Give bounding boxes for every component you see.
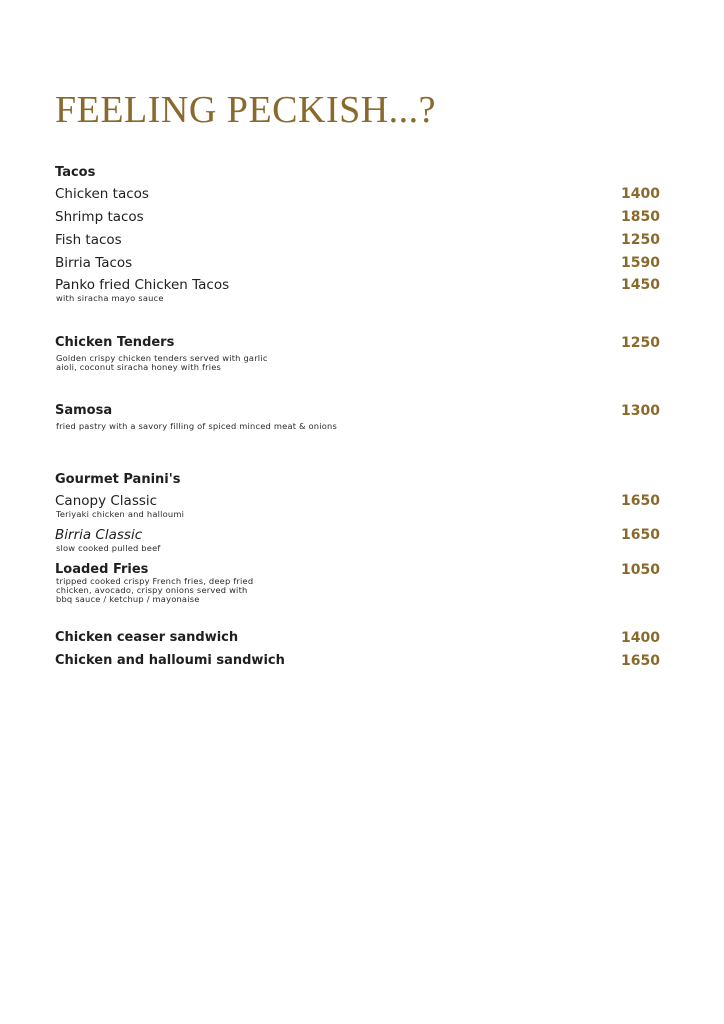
section-heading-tacos: Tacos [55,165,96,180]
item-price: 1650 [621,653,660,669]
section-heading-panini: Gourmet Panini's [55,472,181,487]
item-description: Teriyaki chicken and halloumi [56,509,185,519]
item-price: 1250 [621,335,660,351]
item-price: 1300 [621,403,660,419]
item-price: 1250 [621,232,660,248]
item-name: Birria Classic [55,527,143,543]
item-name: Fish tacos [55,232,122,248]
item-price: 1650 [621,493,660,509]
item-price: 1050 [621,562,660,578]
item-name: Samosa [55,403,113,418]
item-price: 1400 [621,186,660,202]
item-description: with siracha mayo sauce [56,293,164,303]
item-name: Chicken tacos [55,186,149,202]
item-name: Loaded Fries [55,562,149,577]
item-price: 1450 [621,277,660,293]
item-name: Birria Tacos [55,255,133,271]
item-description: slow cooked pulled beef [56,543,161,553]
item-name: Chicken and halloumi sandwich [55,653,285,668]
item-name: Shrimp tacos [55,209,144,225]
item-description: aioli, coconut siracha honey with fries [56,362,222,372]
item-price: 1850 [621,209,660,225]
item-price: 1400 [621,630,660,646]
item-description: bbq sauce / ketchup / mayonaise [56,594,200,604]
item-description: fried pastry with a savory filling of spiced minced meat & onions [56,421,338,431]
item-description: chicken, avocado, crispy onions served with [56,585,248,595]
item-price: 1590 [621,255,660,271]
item-description: tripped cooked crispy French fries, deep fried [56,576,254,586]
item-name: Chicken Tenders [55,335,175,350]
item-name: Canopy Classic [55,493,158,509]
item-name: Panko fried Chicken Tacos [55,277,230,293]
item-name: Chicken ceaser sandwich [55,630,239,645]
item-price: 1650 [621,527,660,543]
page-title: FEELING PECKISH...? [55,89,437,131]
item-description: Golden crispy chicken tenders served with garlic [56,353,268,363]
